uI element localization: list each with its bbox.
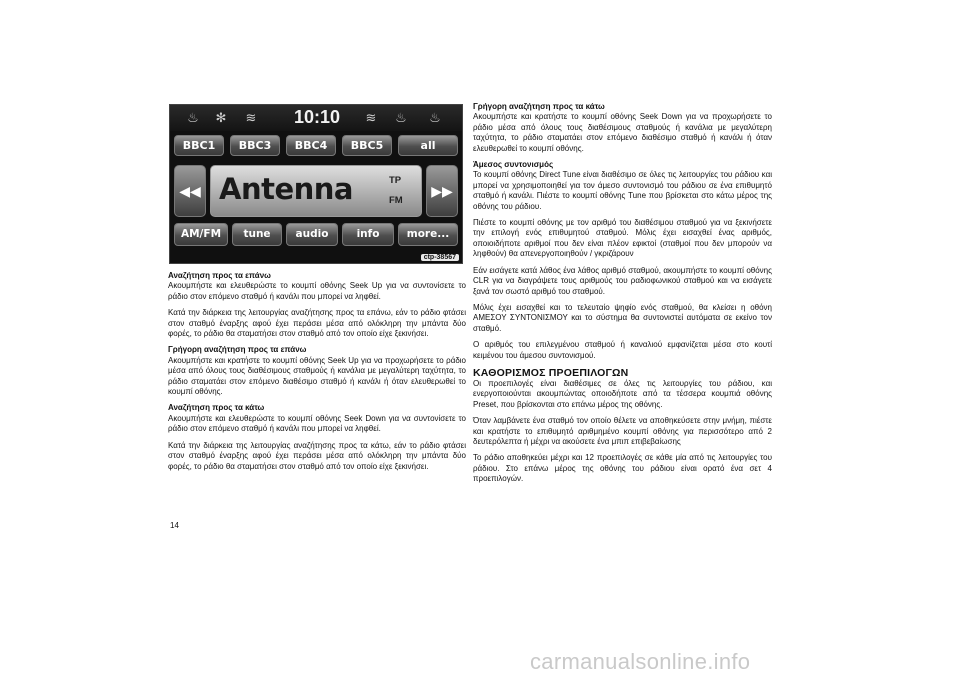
paragraph: Το ράδιο αποθηκεύει μέχρι και 12 προεπιλογές σε κάθε μία από τις λειτουργίες του ράδιου. Στο επάνω μέρος της οθόνης του ράδιου είναι ορατό ένα σετ 4 προεπιλογών. (473, 453, 772, 484)
defrost-icon: ≋ (365, 110, 377, 125)
defrost-icon: ≋ (245, 110, 257, 125)
more-button[interactable]: more... (398, 223, 458, 246)
preset-button-4[interactable]: BBC5 (342, 135, 392, 156)
tune-button[interactable]: tune (232, 223, 282, 246)
tp-indicator: TP (389, 175, 402, 186)
paragraph: Μόλις έχει εισαχθεί και το τελευταίο ψηφίο ενός σταθμού, θα κλείσει η οθόνη ΑΜΕΣΟΥ ΣΥΝΤΟΝΙΣΜΟΥ και το σύστημα θα συντονιστεί αυτόματα σε εκείνο τον σταθμό. (473, 302, 772, 333)
left-column (168, 271, 466, 478)
paragraph: Ακουμπήστε και ελευθερώστε το κουμπί οθόνης Seek Down για να συντονίσετε το ράδιο στον επόμενο σταθμό ή κανάλι που μπορεί να ληφθεί. (168, 413, 466, 434)
paragraph: Κατά την διάρκεια της λειτουργίας αναζήτησης προς τα κάτω, εάν το ράδιο φτάσει στον σταθμό έναρξης αφού έχει περάσει μέσα από ολόκληρη την μπάντα δύο φορές, το ράδιο θα σταματήσει στον σταθμό από τον οποίο είχε ξεκινήσει. (168, 440, 466, 471)
right-column (473, 102, 772, 491)
section-heading: Άμεσος συντονισμός (473, 160, 554, 170)
radio-screen-figure (169, 104, 463, 264)
band-indicator: FM (389, 195, 403, 206)
heated-seat-icon: ♨ (429, 110, 441, 125)
preset-button-2[interactable]: BBC3 (230, 135, 280, 156)
paragraph: Ακουμπήστε και κρατήστε το κουμπί οθόνης Seek Up για να προχωρήσετε το ράδιο μέσα από όλους τους διαθέσιμους σταθμούς ή κανάλια με μεγαλύτερη ταχύτητα, το ράδιο σταματάει στον επόμενο διαθέσιμο σταθμό ή κανάλι ή όταν ελευθερωθεί το κουμπί οθόνης. (168, 355, 466, 397)
paragraph: Οι προεπιλογές είναι διαθέσιμες σε όλες τις λειτουργίες του ράδιου, και ενεργοποιούνται ακουμπώντας οποιοδήποτε από τα τέσσερα κουμπιά οθόνης Preset, που βρίσκονται στο επάνω μέρος της οθόνης. (473, 378, 772, 409)
chapter-heading: ΚΑΘΟΡΙΣΜΟΣ ΠΡΟΕΠΙΛΟΓΩΝ (473, 366, 629, 379)
info-button[interactable]: info (342, 223, 394, 246)
watermark: carmanualsonline.info (530, 649, 751, 674)
presets-all-button[interactable]: all (398, 135, 458, 156)
paragraph: Ακουμπήστε και ελευθερώστε το κουμπί οθόνης Seek Up για να συντονίσετε το ράδιο στον επόμενο σταθμό ή κανάλι που μπορεί να ληφθεί. (168, 281, 466, 301)
figure-code: ctp-38567 (421, 254, 459, 261)
page-number: 14 (170, 521, 179, 530)
seat-heat-icon: ♨ (395, 110, 407, 125)
station-display (210, 165, 422, 217)
section-heading: Αναζήτηση προς τα κάτω (168, 403, 265, 413)
paragraph: Εάν εισάγετε κατά λάθος ένα λάθος αριθμό σταθμού, ακουμπήστε το κουμπί οθόνης CLR για να διαγράψετε τους αριθμούς του ραδιοφωνικού σταθμού και να εισάγετε ξανά τον σωστό αριθμό του σταθμού. (473, 265, 772, 296)
paragraph: Όταν λαμβάνετε ένα σταθμό τον οποίο θέλετε να αποθηκεύσετε στην μνήμη, πιέστε και κρατήστε το επιθυμητό αριθμημένο κουμπί οθόνης για περισσότερο από 2 δευτερόλεπτα ή μέχρι να ακούσετε ένα μπιπ επιβεβαίωσης (473, 416, 772, 446)
section-heading: Αναζήτηση προς τα επάνω (168, 271, 271, 280)
preset-button-3[interactable]: BBC4 (286, 135, 336, 156)
section-heading: Γρήγορη αναζήτηση προς τα επάνω (168, 345, 307, 355)
radio-clock: 10:10 (293, 107, 341, 127)
seek-down-icon: ◀◀ (179, 183, 201, 199)
seek-up-icon: ▶▶ (431, 183, 453, 199)
seat-heat-icon: ♨ (187, 110, 199, 125)
am-fm-button[interactable]: AM/FM (174, 223, 228, 246)
seek-up-button[interactable] (426, 165, 458, 217)
audio-button[interactable]: audio (286, 223, 338, 246)
paragraph: Ακουμπήστε και κρατήστε το κουμπί οθόνης Seek Down για να προχωρήσετε το ράδιο μέσα από όλους τους διαθέσιμους σταθμούς ή κανάλια με μεγαλύτερη ταχύτητα, το ράδιο σταματάει στον επόμενο διαθέσιμο σταθμό ή κανάλι ή όταν ελευθερωθεί το κουμπί οθόνης. (473, 112, 772, 153)
paragraph: Κατά την διάρκεια της λειτουργίας αναζήτησης προς τα επάνω, εάν το ράδιο φτάσει στον σταθμό έναρξης αφού έχει περάσει μέσα από ολόκληρη την μπάντα δύο φορές, το ράδιο θα σταματήσει στον σταθμό από τον οποίο είχε ξεκινήσει. (168, 308, 466, 339)
section-heading: Γρήγορη αναζήτηση προς τα κάτω (473, 102, 605, 111)
station-name: Antenna (219, 172, 353, 206)
seek-down-button[interactable] (174, 165, 206, 217)
radio-status-bar (170, 105, 462, 131)
paragraph: Ο αριθμός του επιλεγμένου σταθμού ή καναλιού εμφανίζεται μέσα στο κουτί κειμένου του άμεσου συντονισμού. (473, 340, 772, 360)
paragraph: Το κουμπί οθόνης Direct Tune είναι διαθέσιμο σε όλες τις λειτουργίες του ράδιου και μπορεί να χρησιμοποιηθεί για τον άμεσο συντονισμό του ράδιου σε ένα επιθυμητό σταθμό ή κανάλι. Πιέστε το κουμπί οθόνης Tune που βρίσκεται στο κάτω μέρος της οθόνης του ράδιου. (473, 170, 772, 211)
preset-button-1[interactable]: BBC1 (174, 135, 224, 156)
fan-icon: ✻ (215, 110, 227, 125)
paragraph: Πιέστε το κουμπί οθόνης με τον αριθμό του διαθέσιμου σταθμού για να ξεκινήσετε την επιλογή ενός επιθυμητού σταθμού. Μόλις έχει εισαχθεί ένας αριθμός, οποιοιδήποτε αριθμοί που δεν είναι πλέον εφικτοί (σταθμοί που δεν μπορούν να ληφθούν) θα απενεργοποιηθούν / γκριζάρουν (473, 218, 772, 259)
